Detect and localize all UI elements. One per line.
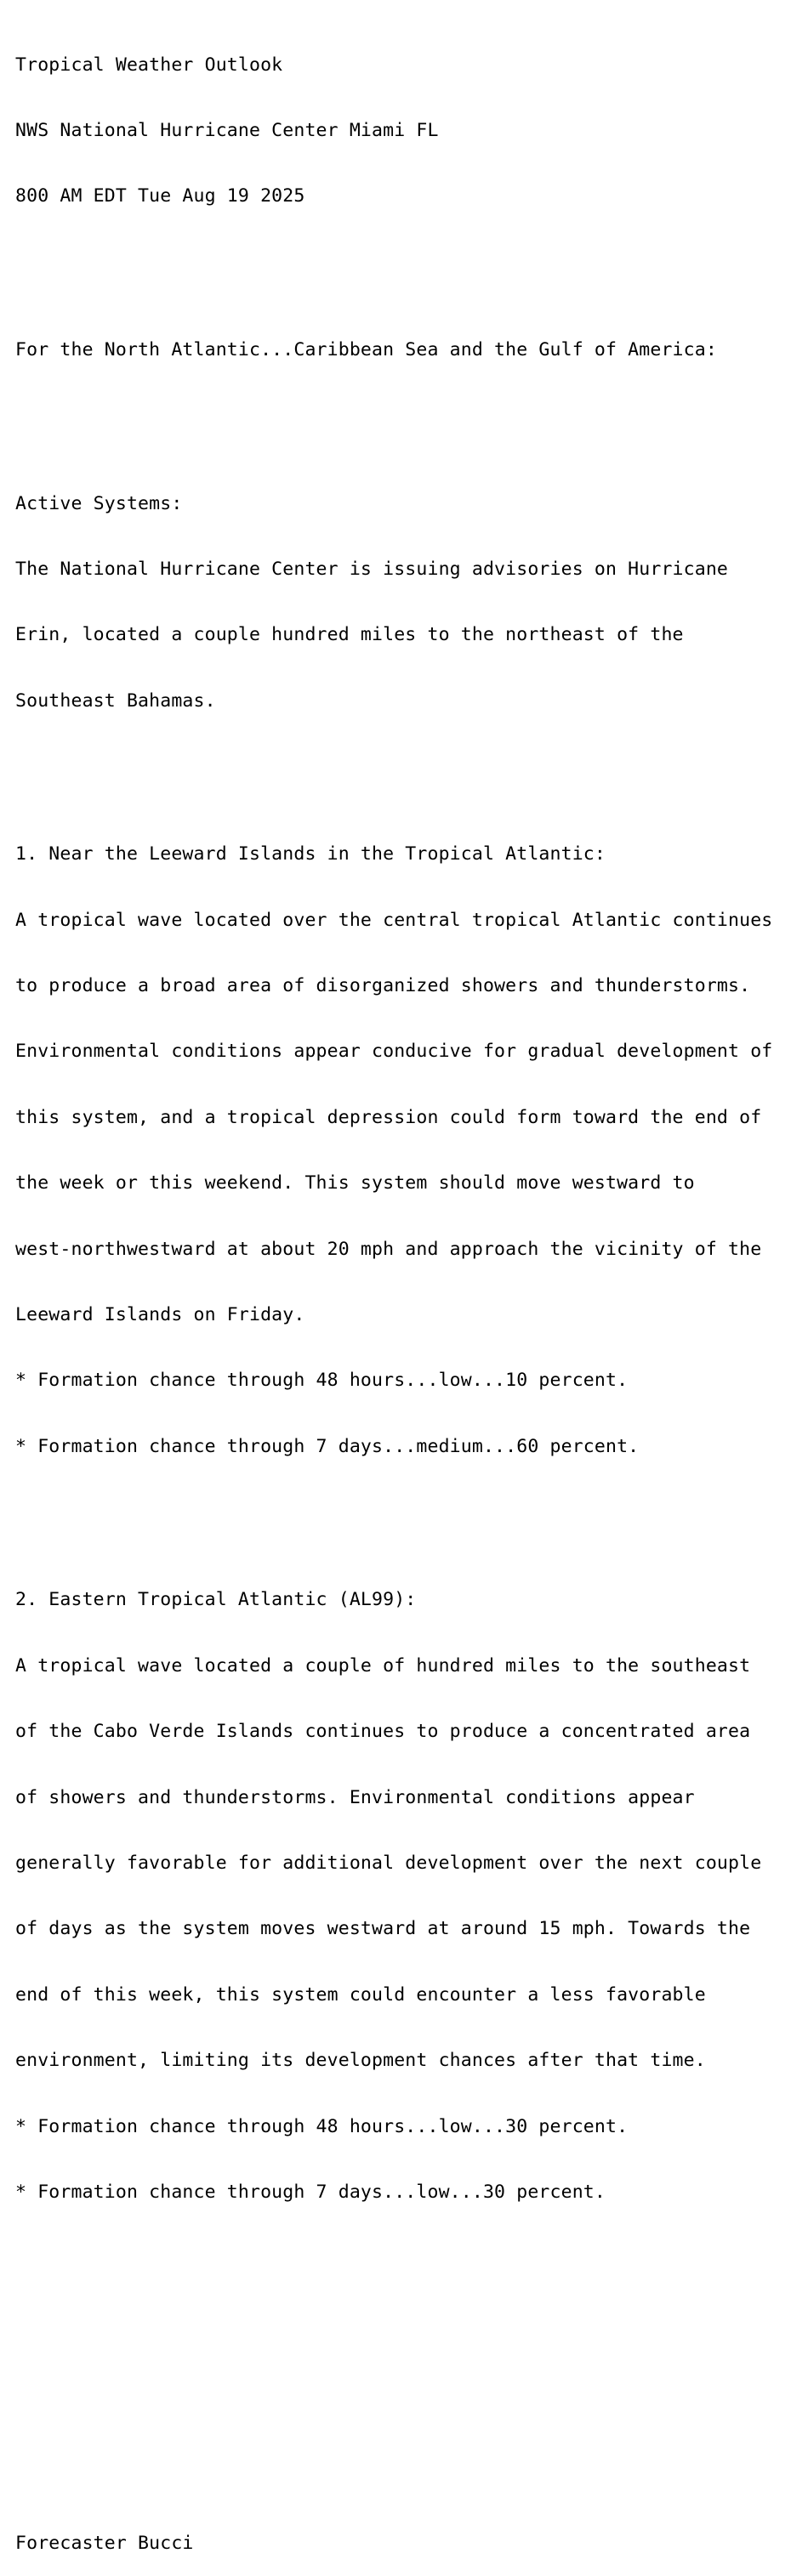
- system-1-line: the week or this weekend. This system should move westward to: [15, 1172, 695, 1194]
- active-systems-heading: Active Systems:: [15, 492, 183, 514]
- active-systems-line: The National Hurricane Center is issuing advisories on Hurricane: [15, 558, 729, 580]
- system-2-chance-7d: * Formation chance through 7 days...low...30 percent.: [15, 2181, 606, 2203]
- document-title: Tropical Weather Outlook: [15, 54, 283, 76]
- system-1-chance-7d: * Formation chance through 7 days...medium...60 percent.: [15, 1435, 640, 1457]
- spacer: [15, 2313, 802, 2335]
- active-systems-line: Erin, located a couple hundred miles to the northeast of the: [15, 624, 684, 646]
- system-1-line: this system, and a tropical depression could form toward the end of: [15, 1106, 762, 1128]
- spacer: [15, 252, 802, 274]
- issue-time: 800 AM EDT Tue Aug 19 2025: [15, 185, 305, 207]
- forecaster-signoff: Forecaster Bucci: [15, 2532, 194, 2554]
- spacer: [15, 405, 802, 427]
- region-statement: For the North Atlantic...Caribbean Sea and the Gulf of America:: [15, 338, 717, 360]
- system-1-line: to produce a broad area of disorganized showers and thunderstorms.: [15, 975, 751, 997]
- system-2-line: of the Cabo Verde Islands continues to produce a concentrated area: [15, 1721, 751, 1743]
- system-2-line: environment, limiting its development chances after that time.: [15, 2050, 706, 2072]
- system-2-heading: 2. Eastern Tropical Atlantic (AL99):: [15, 1589, 417, 1611]
- system-2-line: generally favorable for additional development over the next couple: [15, 1852, 762, 1874]
- active-systems-line: Southeast Bahamas.: [15, 689, 216, 712]
- system-2-line: end of this week, this system could encounter a less favorable: [15, 1983, 706, 2006]
- system-1-heading: 1. Near the Leeward Islands in the Tropical Atlantic:: [15, 843, 606, 865]
- system-1-chance-48h: * Formation chance through 48 hours...low...10 percent.: [15, 1370, 629, 1392]
- system-1-line: A tropical wave located over the central tropical Atlantic continues: [15, 909, 773, 931]
- issuing-office: NWS National Hurricane Center Miami FL: [15, 119, 439, 141]
- system-1-line: Environmental conditions appear conducive for gradual development of: [15, 1041, 773, 1063]
- system-2-line: A tropical wave located a couple of hundred miles to the southeast: [15, 1654, 751, 1677]
- system-2-line: of days as the system moves westward at around 15 mph. Towards the: [15, 1918, 751, 1940]
- outlook-document: [15, 10, 802, 2576]
- system-1-line: west-northwestward at about 20 mph and approach the vicinity of the: [15, 1238, 762, 1260]
- spacer: [15, 756, 802, 778]
- system-2-line: of showers and thunderstorms. Environmental conditions appear: [15, 1786, 695, 1808]
- spacer: [15, 1501, 802, 1523]
- spacer: [15, 2247, 802, 2269]
- spacer: [15, 2379, 802, 2401]
- system-1-line: Leeward Islands on Friday.: [15, 1304, 305, 1326]
- spacer: [15, 2444, 802, 2466]
- system-2-chance-48h: * Formation chance through 48 hours...low...30 percent.: [15, 2115, 629, 2137]
